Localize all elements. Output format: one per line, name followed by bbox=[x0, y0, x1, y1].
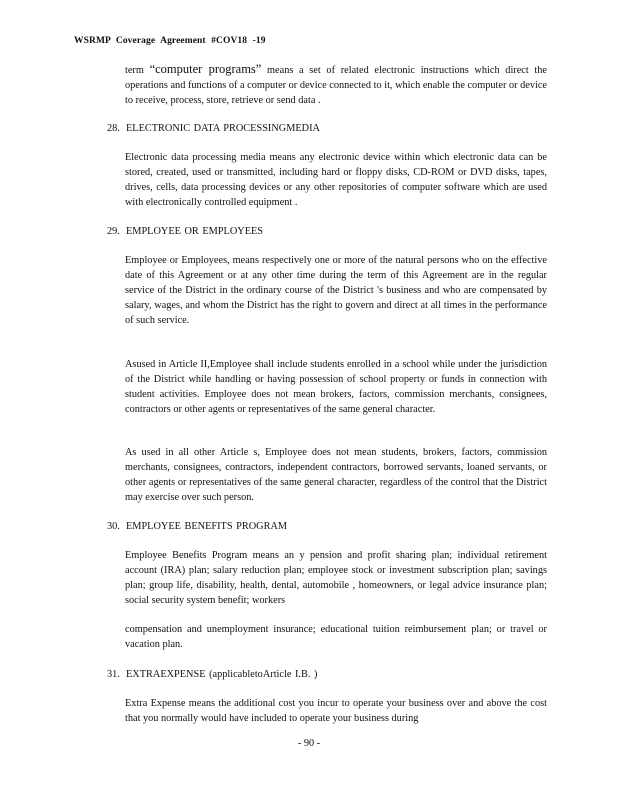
section-30-paragraph-1: Employee Benefits Program means an y pension and profit sharing plan; individual retirement account (IRA) plan; salary reduction plan; employee stock or investment subscription plan; savings plan; group life, disability, health, dental, automobile , homeowners, or legal advice insurance plan; social security system benefit; workers bbox=[125, 550, 547, 607]
section-31-title: EXTRAEXPENSE (applicabletoArticle I.B. ) bbox=[126, 669, 318, 680]
section-29-title: EMPLOYEE OR EMPLOYEES bbox=[126, 226, 264, 237]
page-number: - 90 - bbox=[297, 738, 321, 749]
document-header: WSRMP Coverage Agreement #COV18 -19 bbox=[74, 36, 266, 46]
section-31-heading bbox=[107, 667, 317, 682]
section-30-number: 30. bbox=[107, 521, 120, 532]
section-31-paragraph-1: Extra Expense means the additional cost you incur to operate your business over and above the cost that you normally would have included to operate your business during bbox=[125, 698, 547, 725]
term-quoted: “computer programs” bbox=[149, 62, 262, 76]
section-29-heading bbox=[107, 224, 263, 239]
section-29-paragraph-3: As used in all other Article s, Employee does not mean students, brokers, factors, commission merchants, consignees, contractors, independent contractors, borrowed servants, loaned servants, or other agents or representatives of the same general character, regardless of the control that the District may exercise over such person. bbox=[125, 447, 547, 504]
section-30-paragraph-2: compensation and unemployment insurance; educational tuition reimbursement plan; or travel or vacation plan. bbox=[125, 624, 547, 651]
term-definition: means a set of related electronic instructions which direct the operations and functions of a computer or device connected to it, which enable the computer or device to receive, process, store, retrieve or send data . bbox=[125, 65, 548, 107]
section-28-paragraph-1: Electronic data processing media means any electronic device within which electronic data can be stored, created, used or transmitted, including hard or floppy disks, CD-ROM or DVD disks, tapes, drives, cells, data processing devices or any other repositories of computer software which are used with electronically controlled equipment . bbox=[125, 152, 547, 209]
term-prefix: term bbox=[125, 65, 150, 76]
section-29-paragraph-1: Employee or Employees, means respectively one or more of the natural persons who on the effective date of this Agreement or at any other time during the term of this Agreement are in the regular service of the District in the ordinary course of the District 's business and who are compensated by salary, wages, and whom the District has the right to govern and direct at all times in the performance of such service. bbox=[125, 255, 547, 327]
section-28-heading bbox=[107, 121, 320, 136]
section-29-paragraph-2: Asused in Article II,Employee shall include students enrolled in a school while under the jurisdiction of the District while handling or having possession of school property or funds in connection with student activities. Employee does not mean brokers, factors, commission merchants, consignees, contractors or other agents or representatives of the same general character. bbox=[125, 359, 547, 416]
computer-programs-definition bbox=[125, 62, 547, 108]
section-29-number: 29. bbox=[107, 226, 120, 237]
section-31-number: 31. bbox=[107, 669, 120, 680]
section-28-number: 28. bbox=[107, 123, 120, 134]
section-30-title: EMPLOYEE BENEFITS PROGRAM bbox=[126, 521, 288, 532]
section-30-heading bbox=[107, 519, 287, 534]
section-28-title: ELECTRONIC DATA PROCESSINGMEDIA bbox=[126, 123, 320, 134]
